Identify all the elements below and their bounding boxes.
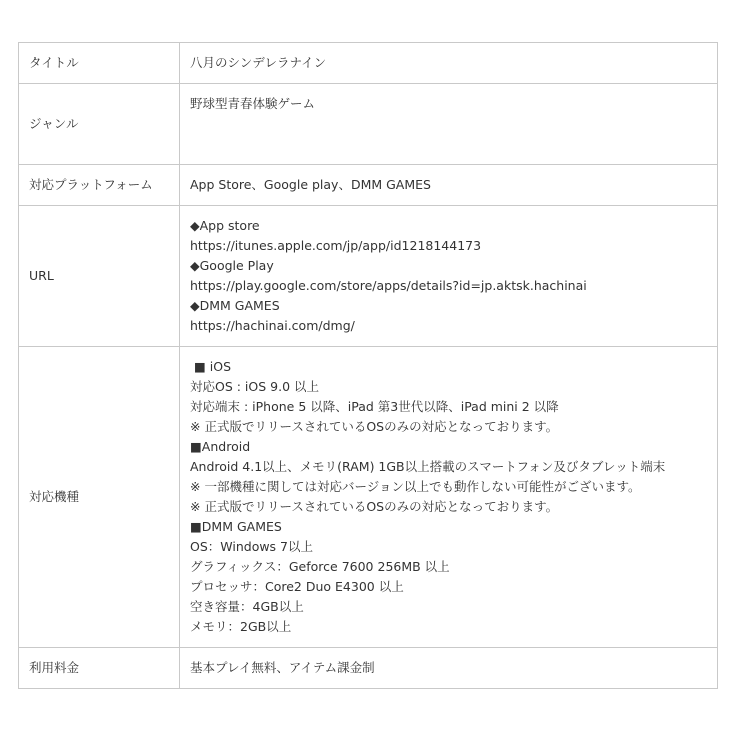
- value-line: 空き容量：4GB以上: [190, 599, 304, 614]
- row-value: [180, 43, 718, 84]
- table-row-genre: [19, 84, 718, 165]
- row-value: [180, 165, 718, 206]
- row-label: 対応プラットフォーム: [19, 165, 180, 206]
- value-line: グラフィックス：Geforce 7600 256MB 以上: [190, 559, 450, 574]
- table-row-title: [19, 43, 718, 84]
- section-heading: ◆DMM GAMES: [190, 298, 280, 313]
- value-line: ※ 正式版でリリースされているOSのみの対応となっております。: [190, 499, 559, 514]
- table-row-price: [19, 648, 718, 689]
- google-play-link[interactable]: https://play.google.com/store/apps/details?id=jp.aktsk.hachinai: [190, 278, 587, 293]
- value-line: Android 4.1以上、メモリ(RAM) 1GB以上搭載のスマートフォン及びタブレット端末: [190, 459, 666, 474]
- row-label: URL: [19, 206, 180, 347]
- row-label: ジャンル: [19, 84, 180, 165]
- section-heading: ◆Google Play: [190, 258, 274, 273]
- table-row-platform: [19, 165, 718, 206]
- row-value: [180, 84, 718, 165]
- dmm-games-link[interactable]: https://hachinai.com/dmg/: [190, 318, 355, 333]
- value-line: 基本プレイ無料、アイテム課金制: [190, 660, 375, 675]
- table-row-url: [19, 206, 718, 347]
- value-line: ※ 正式版でリリースされているOSのみの対応となっております。: [190, 419, 559, 434]
- app-store-link[interactable]: https://itunes.apple.com/jp/app/id1218144173: [190, 238, 482, 253]
- row-label: 利用料金: [19, 648, 180, 689]
- value-line: 八月のシンデレラナイン: [190, 55, 327, 70]
- value-line: ■DMM GAMES: [190, 519, 282, 534]
- row-value: [180, 648, 718, 689]
- value-line: ■ iOS: [190, 359, 232, 374]
- row-value: [180, 347, 718, 648]
- value-line: プロセッサ：Core2 Duo E4300 以上: [190, 579, 404, 594]
- table-row-devices: [19, 347, 718, 648]
- value-line: ※ 一部機種に関しては対応バージョン以上でも動作しない可能性がございます。: [190, 479, 641, 494]
- row-label: 対応機種: [19, 347, 180, 648]
- section-heading: ◆App store: [190, 218, 260, 233]
- spec-table: [18, 42, 718, 689]
- value-line: メモリ：2GB以上: [190, 619, 292, 634]
- value-line: App Store、Google play、DMM GAMES: [190, 177, 431, 192]
- row-label: タイトル: [19, 43, 180, 84]
- value-line: OS：Windows 7以上: [190, 539, 313, 554]
- value-line: ■Android: [190, 439, 251, 454]
- value-line: 対応端末 : iPhone 5 以降、iPad 第3世代以降、iPad mini 2 以降: [190, 399, 559, 414]
- value-line: 野球型青春体験ゲーム: [190, 96, 316, 111]
- value-line: 対応OS : iOS 9.0 以上: [190, 379, 320, 394]
- row-value: [180, 206, 718, 347]
